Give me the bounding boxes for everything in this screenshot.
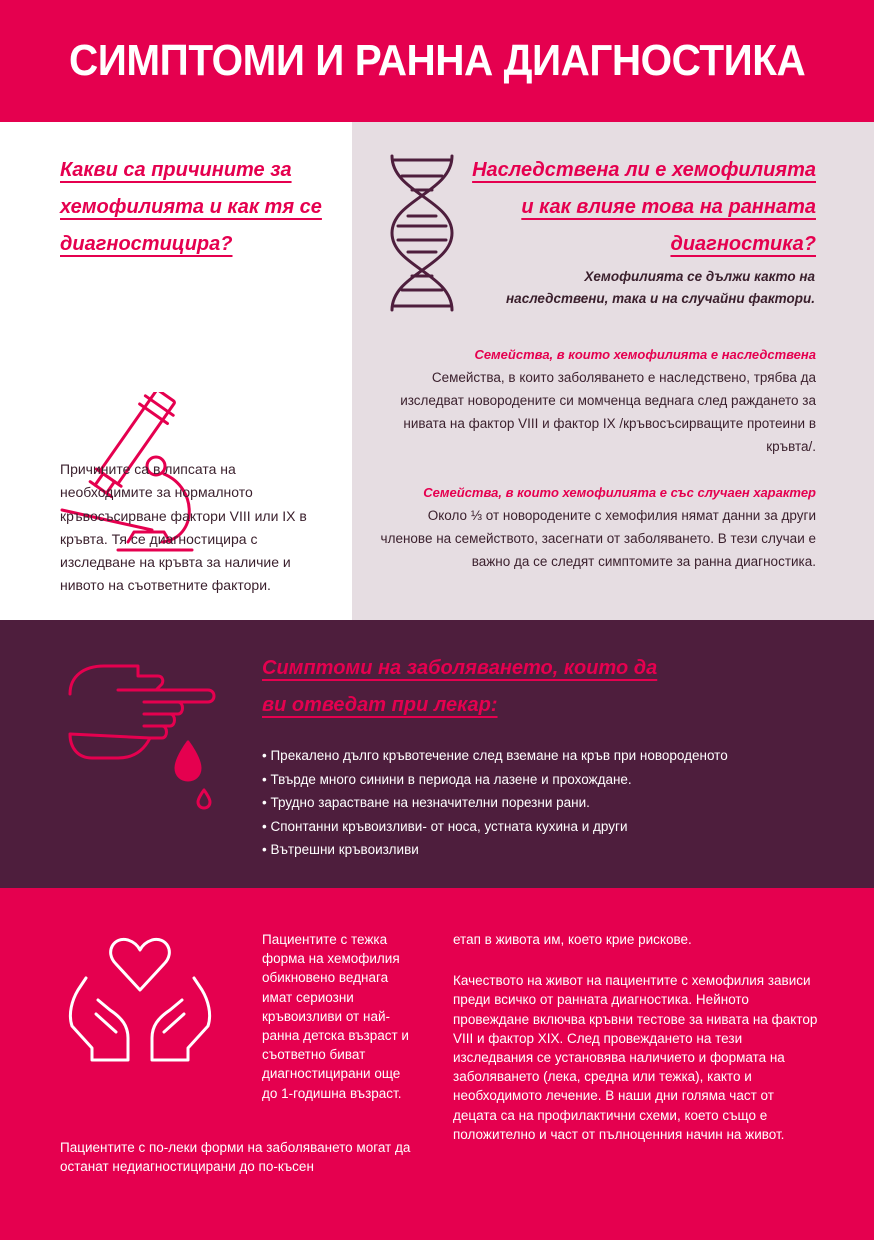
dna-icon [386, 152, 458, 314]
symptoms-list [262, 744, 728, 862]
quality-of-life-text: Качеството на живот на пациентите с хемофилия зависи преди всичко от ранната диагностика. Нейното провеждане включва кръвни тестове за нивата на фактор VIII и фактор XIX. След провеждането на тези изследвания се установява наличието и формата на заболяването (лека, средна или тежка), както и необходимото лечение. В наши дни голяма част от децата са на профилактични схеми, което също е положително и част от пълноценния начин на живот. [453, 973, 818, 1142]
list-item: • Прекалено дълго кръвотечение след вземане на кръв при новороденото [262, 748, 728, 763]
heredity-heading-line: Наследствена ли е хемофилията [472, 159, 816, 181]
symptoms-panel [0, 620, 874, 888]
severe-form-text: Пациентите с тежка форма на хемофилия обикновено веднага имат сериозни кръвоизливи от най-ранна детска възраст и съответно биват диагностицирани още до 1-годишна възраст. [262, 932, 409, 1101]
causes-text: Причините са в липсата на необходимите за нормалното кръвосъсирване фактори VIII или IX в кръвта. Тя се диагностицира с изследване на кръвта за наличие и нивото на съответните фактори. [60, 461, 307, 594]
list-item: • Трудно зарастване на незначителни порезни рани. [262, 795, 590, 810]
list-item: • Твърде много синини в периода на лазене и прохождане. [262, 771, 632, 787]
pointing-hand-blood-drop-icon [58, 654, 220, 814]
mild-form-text: Пациентите с по-леки форми на заболяването могат да останат недиагностицирани до по-късен [60, 1140, 411, 1175]
section-text: Около ⅓ от новородените с хемофилия нямат данни за други членове на семейството, засегнати от заболяването. В тези случаи е важно да се следят симптомите за ранна диагностика. [380, 508, 816, 569]
risk-text: етап в живота им, което крие рискове. [453, 932, 692, 947]
symptoms-heading-line: Симптоми на заболяването, които да [262, 657, 658, 679]
section-text: Семейства, в които заболяването е наследствено, трябва да изследват новородените си момченца веднага след раждането за нивата на фактор VIII и фактор IX /кръвосъсирващите протеини в кръвта/. [400, 370, 816, 454]
random-families-section [380, 482, 816, 573]
symptoms-heading-line: ви отведат при лекар: [262, 694, 498, 716]
causes-heading-line: хемофилията и как тя се [60, 196, 322, 218]
causes-panel [0, 122, 352, 620]
causes-heading [60, 152, 330, 263]
heredity-heading-line: диагностика? [670, 233, 816, 255]
section-title: Семейства, в които хемофилията е със случаен характер [423, 485, 816, 500]
hereditary-families-section [380, 344, 816, 458]
causes-heading-line: Какви са причините за [60, 159, 292, 181]
quality-text-column [453, 930, 818, 1144]
page-header [0, 0, 874, 122]
symptoms-heading [262, 650, 662, 724]
heredity-heading [470, 152, 816, 263]
causes-heading-line: диагностицира? [60, 233, 233, 255]
heredity-heading-line: и как влияе това на ранната [521, 196, 816, 218]
heredity-intro: Хемофилията се дължи както на наследствени, така и на случайни фактори. [506, 269, 815, 306]
quality-of-life-panel [0, 888, 874, 1240]
list-item: • Вътрешни кръвоизливи [262, 842, 419, 857]
list-item: • Спонтанни кръвоизливи- от носа, устната кухина и други [262, 818, 628, 834]
page-title: СИМПТОМИ И РАННА ДИАГНОСТИКА [68, 36, 806, 85]
section-title: Семейства, в които хемофилията е наследствена [474, 347, 816, 362]
heart-in-hands-icon [58, 934, 222, 1064]
